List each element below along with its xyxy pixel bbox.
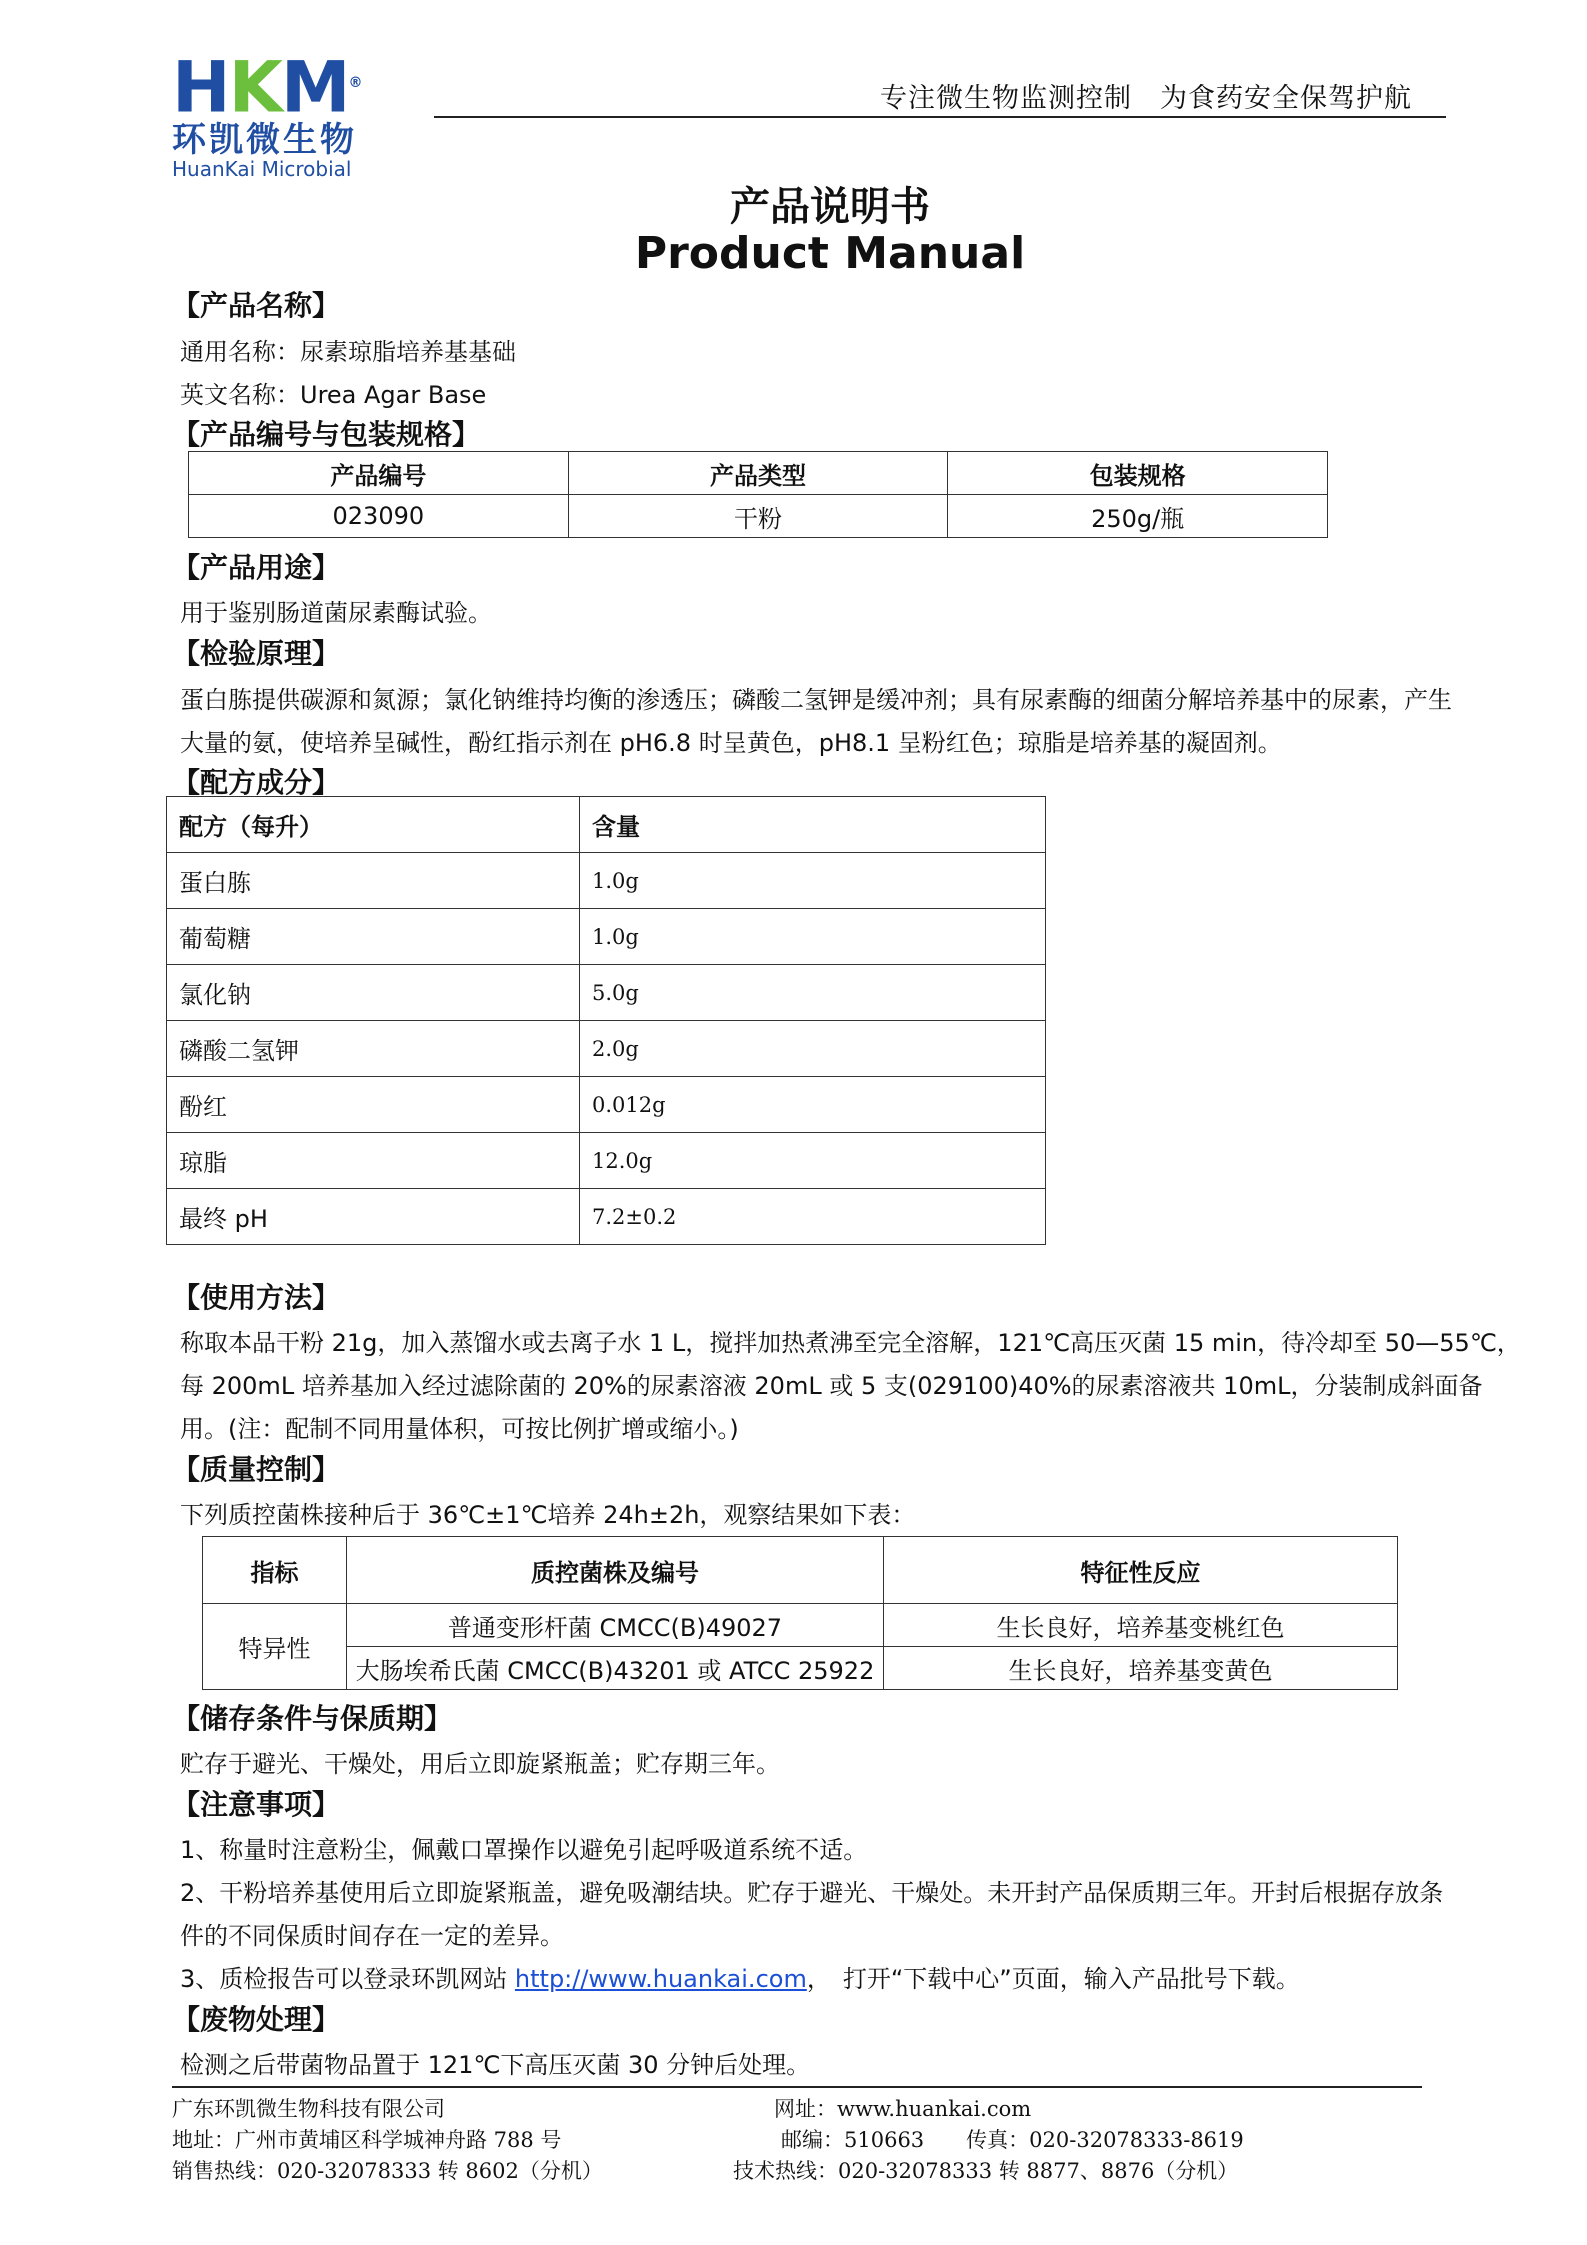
header-divider (434, 116, 1446, 118)
note-item-2-line-1: 2、干粉培养基使用后立即旋紧瓶盖，避免吸潮结块。贮存于避光、干燥处。未开封产品保质期三年。开封后根据存放条 (180, 1879, 1444, 1907)
footer-divider (172, 2086, 1422, 2088)
qc-group-cell: 特异性 (203, 1604, 347, 1690)
table-header-cell: 包装规格 (948, 452, 1328, 495)
method-line-1: 称取本品干粉 21g，加入蒸馏水或去离子水 1 L，搅拌加热煮沸至完全溶解，121℃高压灭菌 15 min，待冷却至 50—55℃， (180, 1329, 1521, 1357)
footer-company: 广东环凯微生物科技有限公司 (172, 2097, 445, 2121)
ingredient-amount: 5.0g (580, 965, 1046, 1021)
ingredient-amount: 12.0g (580, 1133, 1046, 1189)
header-slogan: 专注微生物监测控制 为食药安全保驾护航 (880, 83, 1412, 114)
page-title-en: Product Manual (634, 228, 1026, 279)
table-header-cell: 特征性反应 (884, 1537, 1398, 1604)
note-item-3-suffix: ， 打开“下载中心”页面，输入产品批号下载。 (806, 1965, 1300, 1993)
section-heading-usage: 【产品用途】 (172, 551, 341, 584)
company-logo (172, 46, 442, 182)
table-row (167, 1133, 1046, 1189)
qc-strain-cell: 大肠埃希氏菌 CMCC(B)43201 或 ATCC 25922 (347, 1647, 884, 1690)
qc-intro: 下列质控菌株接种后于 36℃±1℃培养 24h±2h，观察结果如下表： (180, 1501, 916, 1529)
section-heading-product-name: 【产品名称】 (172, 289, 341, 322)
packaging-table (188, 451, 1328, 538)
note-item-3-prefix: 3、质检报告可以登录环凯网站 (180, 1965, 515, 1993)
english-name-line (180, 375, 486, 410)
footer-website: 网址：www.huankai.com (774, 2097, 1032, 2121)
english-name-value: Urea Agar Base (300, 381, 487, 409)
table-row (167, 1021, 1046, 1077)
table-header-row (167, 797, 1046, 853)
table-header-row (189, 452, 1328, 495)
principle-line-2: 大量的氨，使培养呈碱性，酚红指示剂在 pH6.8 时呈黄色，pH8.1 呈粉红色；琼脂是培养基的凝固剂。 (180, 729, 1282, 757)
table-row (203, 1647, 1398, 1690)
table-row (167, 909, 1046, 965)
section-heading-disposal: 【废物处理】 (172, 2003, 341, 2036)
table-header-cell: 质控菌株及编号 (347, 1537, 884, 1604)
logo-letters: HKM® (172, 46, 361, 129)
table-header-cell: 产品类型 (568, 452, 948, 495)
ingredient-amount: 1.0g (580, 853, 1046, 909)
section-heading-notes: 【注意事项】 (172, 1788, 341, 1821)
table-header-row (203, 1537, 1398, 1604)
ingredient-amount: 1.0g (580, 909, 1046, 965)
ingredient-name: 琼脂 (167, 1133, 580, 1189)
table-row (167, 1189, 1046, 1245)
method-line-2: 每 200mL 培养基加入经过滤除菌的 20%的尿素溶液 20mL 或 5 支(029100)40%的尿素溶液共 10mL，分装制成斜面备 (180, 1372, 1483, 1400)
ingredient-name: 酚红 (167, 1077, 580, 1133)
product-code-cell: 023090 (189, 495, 569, 538)
disposal-text: 检测之后带菌物品置于 121℃下高压灭菌 30 分钟后处理。 (180, 2051, 811, 2079)
ingredient-amount: 0.012g (580, 1077, 1046, 1133)
ingredient-name: 蛋白胨 (167, 853, 580, 909)
note-item-3 (180, 1959, 1300, 1994)
section-heading-formula: 【配方成分】 (172, 766, 341, 799)
common-name-line (180, 332, 516, 367)
method-line-3: 用。(注：配制不同用量体积，可按比例扩增或缩小。) (180, 1415, 739, 1443)
footer-postcode-fax: 邮编：510663 传真：020-32078333-8619 (781, 2128, 1244, 2152)
table-row (203, 1604, 1398, 1647)
table-header-cell: 含量 (580, 797, 1046, 853)
qc-table (202, 1536, 1398, 1690)
storage-text: 贮存于避光、干燥处，用后立即旋紧瓶盖；贮存期三年。 (180, 1750, 780, 1778)
product-type-cell: 干粉 (568, 495, 948, 538)
qc-strain-cell: 普通变形杆菌 CMCC(B)49027 (347, 1604, 884, 1647)
table-header-cell: 配方（每升） (167, 797, 580, 853)
section-heading-method: 【使用方法】 (172, 1281, 341, 1314)
english-name-label: 英文名称： (180, 381, 300, 409)
package-size-cell: 250g/瓶 (948, 495, 1328, 538)
table-row (167, 853, 1046, 909)
footer-address: 地址：广州市黄埔区科学城神舟路 788 号 (172, 2128, 562, 2152)
section-heading-qc: 【质量控制】 (172, 1453, 341, 1486)
note-item-1: 1、称量时注意粉尘，佩戴口罩操作以避免引起呼吸道系统不适。 (180, 1836, 868, 1864)
website-link[interactable]: http://www.huankai.com (514, 1965, 807, 1993)
table-header-cell: 产品编号 (189, 452, 569, 495)
usage-text: 用于鉴别肠道菌尿素酶试验。 (180, 599, 492, 627)
qc-reaction-cell: 生长良好，培养基变桃红色 (884, 1604, 1398, 1647)
common-name-label: 通用名称： (180, 338, 300, 366)
table-row (189, 495, 1328, 538)
principle-line-1: 蛋白胨提供碳源和氮源；氯化钠维持均衡的渗透压；磷酸二氢钾是缓冲剂；具有尿素酶的细菌分解培养基中的尿素，产生 (180, 686, 1452, 714)
logo-english-name: HuanKai Microbial (172, 157, 352, 182)
note-item-2-line-2: 件的不同保质时间存在一定的差异。 (180, 1922, 564, 1950)
ingredient-name: 葡萄糖 (167, 909, 580, 965)
section-heading-principle: 【检验原理】 (172, 637, 341, 670)
ingredient-name: 氯化钠 (167, 965, 580, 1021)
formula-table (166, 796, 1046, 1245)
footer-tech-hotline: 技术热线：020-32078333 转 8877、8876（分机） (733, 2159, 1239, 2183)
table-row (167, 965, 1046, 1021)
ingredient-amount: 2.0g (580, 1021, 1046, 1077)
footer-sales-hotline: 销售热线：020-32078333 转 8602（分机） (172, 2159, 603, 2183)
section-heading-packaging: 【产品编号与包装规格】 (172, 418, 481, 451)
page-title-cn: 产品说明书 (730, 184, 930, 230)
common-name-value: 尿素琼脂培养基基础 (300, 338, 516, 366)
ingredient-name: 磷酸二氢钾 (167, 1021, 580, 1077)
logo-chinese-name: 环凯微生物 (172, 120, 357, 161)
qc-reaction-cell: 生长良好，培养基变黄色 (884, 1647, 1398, 1690)
table-row (167, 1077, 1046, 1133)
section-heading-storage: 【储存条件与保质期】 (172, 1702, 453, 1735)
table-header-cell: 指标 (203, 1537, 347, 1604)
ingredient-amount: 7.2±0.2 (580, 1189, 1046, 1245)
ingredient-name: 最终 pH (167, 1189, 580, 1245)
